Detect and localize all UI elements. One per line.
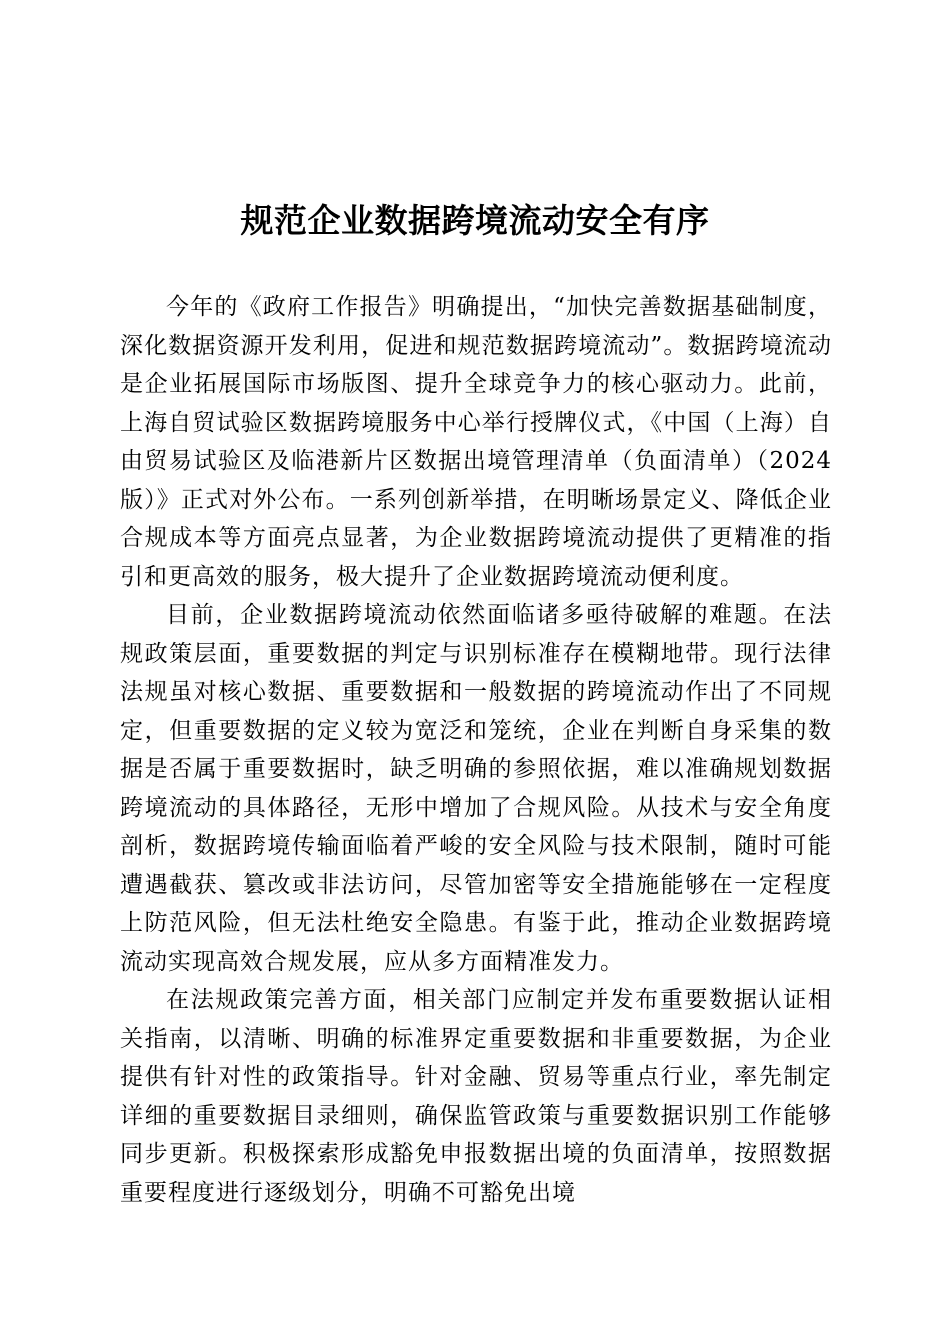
document-title: 规范企业数据跨境流动安全有序: [240, 201, 710, 240]
document-body: [120, 288, 832, 1212]
paragraph: 今年的《政府工作报告》明确提出，“加快完善数据基础制度，深化数据资源开发利用，促进和规范数据跨境流动”。数据跨境流动是企业拓展国际市场版图、提升全球竞争力的核心驱动力。此前，上海自贸试验区数据跨境服务中心举行授牌仪式，《中国（上海）自由贸易试验区及临港新片区数据出境管理清单（负面清单）（2024版）》正式对外公布。一系列创新举措，在明晰场景定义、降低企业合规成本等方面亮点显著，为企业数据跨境流动提供了更精准的指引和更高效的服务，极大提升了企业数据跨境流动便利度。: [120, 294, 832, 590]
paragraph: 在法规政策完善方面，相关部门应制定并发布重要数据认证相关指南，以清晰、明确的标准界定重要数据和非重要数据，为企业提供有针对性的政策指导。针对金融、贸易等重点行业，率先制定详细的重要数据目录细则，确保监管政策与重要数据识别工作能够同步更新。积极探索形成豁免申报数据出境的负面清单，按照数据重要程度进行逐级划分，明确不可豁免出境: [120, 987, 832, 1206]
paragraph: 目前，企业数据跨境流动依然面临诸多亟待破解的难题。在法规政策层面，重要数据的判定与识别标准存在模糊地带。现行法律法规虽对核心数据、重要数据和一般数据的跨境流动作出了不同规定，但重要数据的定义较为宽泛和笼统，企业在判断自身采集的数据是否属于重要数据时，缺乏明确的参照依据，难以准确规划数据跨境流动的具体路径，无形中增加了合规风险。从技术与安全角度剖析，数据跨境传输面临着严峻的安全风险与技术限制，随时可能遭遇截获、篡改或非法访问，尽管加密等安全措施能够在一定程度上防范风险，但无法杜绝安全隐患。有鉴于此，推动企业数据跨境流动实现高效合规发展，应从多方面精准发力。: [120, 602, 832, 975]
